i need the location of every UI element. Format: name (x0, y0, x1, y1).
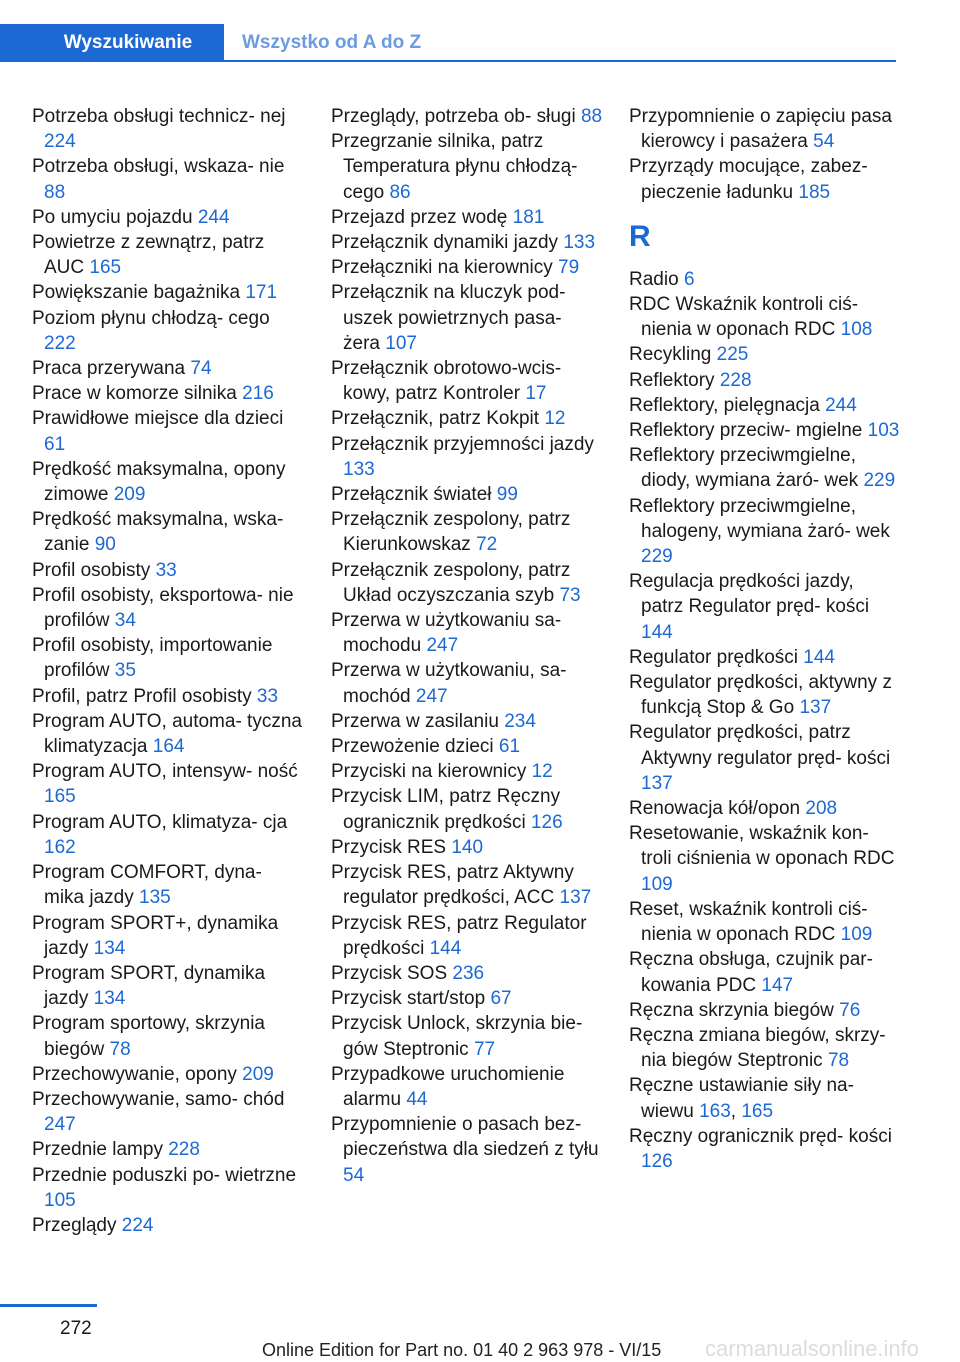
page-link[interactable]: 135 (139, 887, 171, 909)
index-entry-text: Przycisk RES, patrz Regulator prędkości (331, 912, 587, 959)
page-link[interactable]: 73 (559, 584, 581, 606)
index-entry-text: Praca przerywana (32, 358, 186, 380)
index-entry-text: Przypomnienie o pasach bez‐ pieczeństwa dla siedzeń z tyłu (331, 1114, 599, 1161)
index-entry (32, 709, 304, 759)
page-link[interactable]: 109 (641, 873, 673, 895)
page-link[interactable]: 144 (641, 621, 673, 643)
index-entry-text: Potrzeba obsługi, wskaza‐ nie (32, 156, 285, 178)
index-column-3 (629, 104, 901, 1174)
page-link[interactable]: 88 (580, 106, 603, 127)
page-link[interactable]: 33 (155, 559, 177, 581)
index-entry-text: Program SPORT+, dynamika jazdy (32, 912, 279, 959)
index-entry-text: Prędkość maksymalna, wska‐ zanie (32, 509, 284, 556)
index-entry-text: Przełącznik świateł (331, 484, 492, 506)
index-entry (331, 280, 603, 356)
index-column-1 (32, 104, 304, 1238)
index-entry (32, 507, 304, 557)
index-entry-text: Przełącznik, patrz Kokpit (331, 408, 540, 430)
page-link[interactable]: 225 (716, 344, 749, 366)
page-link[interactable]: 54 (343, 1164, 365, 1186)
index-entry-text: Program AUTO, klimatyza‐ cja (32, 811, 288, 833)
index-entry-text: Reflektory, pielęgnacja (629, 394, 820, 416)
index-entry (629, 998, 901, 1023)
index-entry (331, 482, 603, 507)
index-entry-text: Przycisk RES, patrz Aktywny regulator prędkości, ACC (331, 862, 574, 909)
index-entry-text: Ręczne ustawianie siły na‐ wiewu (629, 1075, 854, 1122)
index-entry-text: Przypomnienie o zapięciu pasa kierowcy i pasażera (629, 106, 892, 153)
index-entry (32, 1011, 304, 1061)
index-entry (629, 720, 901, 796)
index-entry-text: Profil osobisty, eksportowa‐ nie profilów (32, 584, 294, 632)
page-link[interactable]: 12 (544, 408, 566, 430)
index-entry-text: Regulator prędkości (629, 646, 798, 668)
index-entry (331, 860, 603, 910)
index-entry (32, 104, 304, 154)
page-link[interactable]: 247 (415, 685, 448, 707)
page-link[interactable]: 165 (741, 1100, 774, 1122)
section-letter: R (629, 219, 651, 253)
page-link[interactable]: 165 (44, 786, 76, 808)
index-entry-text: Przednie lampy (32, 1139, 163, 1161)
index-entry-text: Przypadkowe uruchomienie alarmu (331, 1063, 565, 1110)
index-entry (629, 368, 901, 393)
index-entry (629, 393, 901, 418)
page-link[interactable]: 78 (827, 1050, 850, 1072)
index-entry-text: Przełącznik na kluczyk pod‐ uszek powietrznych pasa‐ żera (331, 282, 566, 354)
footer-edition: Online Edition for Part no. 01 40 2 963 978 - VI/15 (262, 1340, 662, 1360)
index-entry (629, 947, 901, 997)
page-link[interactable]: 44 (406, 1088, 428, 1110)
page-link[interactable]: 229 (641, 546, 673, 568)
index-entry (331, 784, 603, 834)
page-link[interactable]: 78 (109, 1038, 131, 1060)
index-entry-text: Przewożenie dzieci (331, 736, 494, 758)
index-entry (331, 759, 603, 784)
page-link[interactable]: 209 (113, 484, 146, 506)
index-entry-text: Program AUTO, automa‐ tyczna klimatyzacja (32, 710, 302, 758)
page-link[interactable]: 236 (452, 962, 485, 984)
index-entry-text: Recykling (629, 344, 712, 366)
index-entry-text: Reflektory przeciwmgielne, diody, wymiana żaró‐ wek (629, 445, 859, 492)
index-entry-text: Poziom płynu chłodzą‐ cego (32, 307, 270, 329)
index-entry-text: Ręczna zmiana biegów, skrzy‐ nia biegów Steptronic (629, 1024, 886, 1072)
page-link[interactable]: 76 (839, 999, 861, 1021)
index-entry (331, 406, 603, 431)
index-entry-text: Przełącznik zespolony, patrz Kierunkowskaz (331, 509, 571, 556)
index-entry (629, 821, 901, 897)
index-entry-text: Ręczny ogranicznik pręd‐ kości (629, 1125, 892, 1147)
tab-search[interactable]: Wyszukiwanie (0, 24, 224, 62)
page-link[interactable]: 222 (44, 332, 76, 354)
index-entry-text: Profil osobisty, importowanie profilów (32, 635, 273, 682)
index-entry (331, 255, 603, 280)
page-link[interactable]: 216 (242, 383, 274, 405)
page-link[interactable]: 133 (343, 458, 375, 480)
index-entry-text: Przycisk LIM, patrz Ręczny ogranicznik prędkości (331, 786, 561, 833)
index-entry-text: Potrzeba obsługi technicz‐ nej (32, 106, 286, 127)
index-entry-text: Przycisk SOS (331, 962, 448, 984)
index-entry (32, 154, 304, 204)
index-entry-text: Przyrządy mocujące, zabez‐ pieczenie ładunku (629, 156, 868, 203)
index-entry-text: Ręczna obsługa, czujnik par‐ kowania PDC (629, 949, 873, 996)
page-link[interactable]: 108 (840, 319, 873, 341)
header-bar (0, 0, 960, 64)
index-entry-text: Reflektory przeciw‐ mgielne (629, 420, 863, 442)
index-entry-text: RDC Wskaźnik kontroli ciś‐ nienia w oponach RDC (629, 294, 859, 341)
page-link[interactable]: 86 (389, 181, 411, 203)
header-divider (224, 60, 896, 62)
index-entry-text: Przełącznik dynamiki jazdy (331, 232, 559, 254)
index-entry (331, 961, 603, 986)
index-entry (32, 1163, 304, 1213)
page-link[interactable]: 33 (256, 685, 279, 707)
index-entry (32, 356, 304, 381)
index-entry (32, 406, 304, 456)
page-link[interactable]: 209 (242, 1063, 274, 1085)
index-entry-text: Program COMFORT, dyna‐ mika jazdy (32, 862, 262, 909)
index-entry (629, 569, 901, 645)
page-link[interactable]: 134 (93, 937, 126, 959)
index-entry-text: Prawidłowe miejsce dla dzieci (32, 408, 284, 430)
index-entry (331, 734, 603, 759)
index-entry (331, 129, 603, 205)
index-column-2 (331, 104, 603, 1188)
index-entry-text: Resetowanie, wskaźnik kon‐ troli ciśnienia w oponach RDC (629, 823, 895, 870)
page-link[interactable]: 107 (385, 332, 417, 354)
index-entry-text: Po umyciu pojazdu (32, 206, 193, 228)
index-entry (629, 670, 901, 720)
page-link[interactable]: 109 (840, 924, 873, 946)
page-link[interactable]: 181 (512, 206, 545, 228)
index-entry (32, 961, 304, 1011)
index-entry-text: Przegrzanie silnika, patrz Temperatura płynu chłodzą‐ cego (331, 131, 578, 203)
page-link[interactable]: 185 (798, 181, 831, 203)
page-link[interactable]: 133 (563, 232, 596, 254)
index-entry-text: Ręczna skrzynia biegów (629, 999, 834, 1021)
index-entry (32, 280, 304, 305)
index-entry (32, 558, 304, 583)
index-group-p-end (629, 104, 901, 205)
index-entry-text: Powiększanie bagażnika (32, 282, 241, 304)
page-link[interactable]: 99 (496, 484, 518, 506)
index-entry-text: Prędkość maksymalna, opony zimowe (32, 458, 286, 506)
index-entry-text: Przyciski na kierownicy (331, 761, 527, 783)
page-link[interactable]: 224 (44, 131, 76, 153)
tab-a-to-z[interactable]: Wszystko od A do Z (242, 32, 422, 53)
index-entry (629, 104, 901, 154)
index-entry (629, 1023, 901, 1073)
page-link[interactable]: 35 (114, 660, 136, 682)
page-link[interactable]: 90 (94, 534, 116, 556)
page-link[interactable]: 162 (44, 836, 76, 858)
page-link[interactable]: 244 (197, 206, 230, 228)
index-entry-text: Przełącznik obrotowo-wcis‐ kowy, patrz Kontroler (331, 358, 562, 405)
page-link[interactable]: 126 (641, 1150, 673, 1172)
index-entry-text: Regulacja prędkości jazdy, patrz Regulator pręd‐ kości (629, 571, 870, 618)
index-entry (331, 356, 603, 406)
index-entry (331, 558, 603, 608)
page-link[interactable]: 171 (245, 282, 278, 304)
index-entry (32, 759, 304, 809)
index-entry (629, 154, 901, 204)
page-link[interactable]: 126 (530, 811, 563, 833)
page-link[interactable]: 247 (44, 1114, 76, 1136)
page-link[interactable]: 163 (699, 1100, 731, 1122)
index-entry-text: Profil, patrz Profil osobisty (32, 685, 252, 707)
page-link[interactable]: 105 (44, 1189, 76, 1211)
index-entry (32, 1213, 304, 1238)
index-entry-text: Przechowywanie, samo‐ chód (32, 1088, 285, 1110)
page-link[interactable]: 228 (719, 369, 752, 391)
index-entry (331, 1062, 603, 1112)
index-entry-text: Przycisk start/stop (331, 988, 486, 1010)
index-entry-text: Reset, wskaźnik kontroli ciś‐ nienia w oponach RDC (629, 898, 868, 946)
page-link[interactable]: 144 (429, 937, 462, 959)
index-entry (32, 810, 304, 860)
page-link[interactable]: 208 (805, 798, 838, 820)
index-entry (629, 645, 901, 670)
index-entry (32, 230, 304, 280)
index-entry (32, 306, 304, 356)
index-entry (629, 267, 901, 292)
index-entry-text: Przełączniki na kierownicy (331, 257, 553, 279)
page-link[interactable]: 144 (803, 646, 835, 668)
index-entry (331, 986, 603, 1011)
page-link[interactable]: 79 (558, 257, 580, 279)
index-group-r (629, 267, 901, 1174)
index-entry-text: Program SPORT, dynamika jazdy (32, 962, 266, 1010)
index-entry (629, 1124, 901, 1174)
page-number: 272 (60, 1318, 92, 1339)
index-entry: Ręczne ustawianie siły na‐ wiewu 163, 165 (629, 1075, 854, 1122)
page-link[interactable]: 229 (863, 470, 896, 492)
index-entry (331, 432, 603, 482)
index-entry (331, 1011, 603, 1061)
index-entry-text: Przycisk Unlock, skrzynia bie‐ gów Steptronic (331, 1013, 583, 1060)
index-entry-text: Radio (629, 268, 679, 290)
index-entry (32, 583, 304, 633)
index-entry (32, 1137, 304, 1162)
page-link[interactable]: 140 (451, 836, 484, 858)
index-entry (32, 457, 304, 507)
index-entry-text: Reflektory (629, 369, 715, 391)
page-link[interactable]: 54 (813, 131, 835, 153)
index-entry-text: Przerwa w użytkowaniu, sa‐ mochód (331, 660, 567, 707)
index-entry-text: Przechowywanie, opony (32, 1063, 237, 1085)
page-link[interactable]: 74 (190, 358, 212, 380)
page-link[interactable]: 137 (799, 697, 832, 719)
page-link[interactable]: 165 (89, 257, 122, 279)
index-entry-text: Przeglądy, potrzeba ob‐ sługi (331, 106, 576, 127)
index-entry (629, 443, 901, 493)
index-entry-text: Przerwa w zasilaniu (331, 710, 499, 732)
index-entry-text: Przednie poduszki po‐ wietrzne (32, 1164, 297, 1186)
page-link[interactable]: 6 (683, 268, 695, 290)
index-entry (32, 205, 304, 230)
index-entry-text: Przerwa w użytkowaniu sa‐ mochodu (331, 610, 562, 657)
index-entry (629, 292, 901, 342)
index-entry-text: Powietrze z zewnątrz, patrz AUC (32, 232, 265, 279)
index-entry-text: Regulator prędkości, patrz Aktywny regulator pręd‐ kości (629, 722, 891, 769)
page-link[interactable]: 34 (114, 610, 136, 632)
index-entry-text: Renowacja kół/opon (629, 798, 801, 820)
index-entry (629, 796, 901, 821)
page-number-rule (0, 1304, 97, 1307)
index-entry (331, 104, 603, 129)
index-entry (629, 418, 901, 443)
page-link[interactable]: 17 (525, 383, 547, 405)
page-link[interactable]: 228 (168, 1139, 200, 1161)
index-entry (331, 709, 603, 734)
index-entry (331, 658, 603, 708)
index-entry (331, 1112, 603, 1188)
index-entry (32, 911, 304, 961)
page-link[interactable]: 61 (44, 433, 66, 455)
index-entry-text: Reflektory przeciwmgielne, halogeny, wymiana żaró‐ wek (629, 495, 890, 542)
index-entry (32, 860, 304, 910)
page-link[interactable]: 67 (490, 988, 512, 1010)
index-entry-text: Przejazd przez wodę (331, 206, 508, 228)
page-link[interactable]: 137 (559, 887, 592, 909)
page-link[interactable]: 61 (498, 736, 521, 758)
index-entry (32, 1087, 304, 1137)
index-entry-text: Przełącznik zespolony, patrz Układ oczyszczania szyb (331, 559, 571, 606)
index-entry-text: Przełącznik przyjemności jazdy (331, 433, 594, 455)
index-entry (331, 230, 603, 255)
index-entry (331, 205, 603, 230)
index-entry-text: Prace w komorze silnika (32, 383, 237, 405)
page-link[interactable]: 164 (152, 736, 185, 758)
index-entry (331, 835, 603, 860)
index-entry (629, 494, 901, 570)
index-entry (629, 342, 901, 367)
index-entry-text: Program AUTO, intensyw‐ ność (32, 761, 298, 783)
index-entry (331, 911, 603, 961)
page-link[interactable]: 234 (504, 710, 536, 732)
index-entry (629, 897, 901, 947)
page-link[interactable]: 244 (825, 394, 857, 416)
page-link[interactable]: 72 (476, 534, 498, 556)
page-link[interactable]: 247 (426, 635, 459, 657)
page-link[interactable]: 103 (867, 420, 900, 442)
index-entry (32, 633, 304, 683)
page-link[interactable]: 88 (44, 181, 66, 203)
watermark: carmanualsonline.info (705, 1336, 920, 1361)
page-link[interactable]: 137 (641, 772, 673, 794)
page-link[interactable]: 224 (121, 1214, 154, 1236)
index-entry-text: Regulator prędkości, aktywny z funkcją Stop & Go (629, 672, 892, 719)
index-entry (331, 507, 603, 557)
index-entry-text: Profil osobisty (32, 559, 151, 581)
page-link[interactable]: 77 (473, 1038, 496, 1060)
index-entry-text: Przeglądy (32, 1214, 117, 1236)
page-link[interactable]: 147 (761, 974, 794, 996)
index-entry-text: Program sportowy, skrzynia biegów (32, 1013, 265, 1060)
index-entry (32, 684, 304, 709)
index-entry (331, 608, 603, 658)
index-entry (32, 1062, 304, 1087)
index-entry-text: Przycisk RES (331, 836, 447, 858)
page-link[interactable]: 12 (531, 761, 553, 783)
index-entry (32, 381, 304, 406)
page-link[interactable]: 134 (93, 988, 126, 1010)
